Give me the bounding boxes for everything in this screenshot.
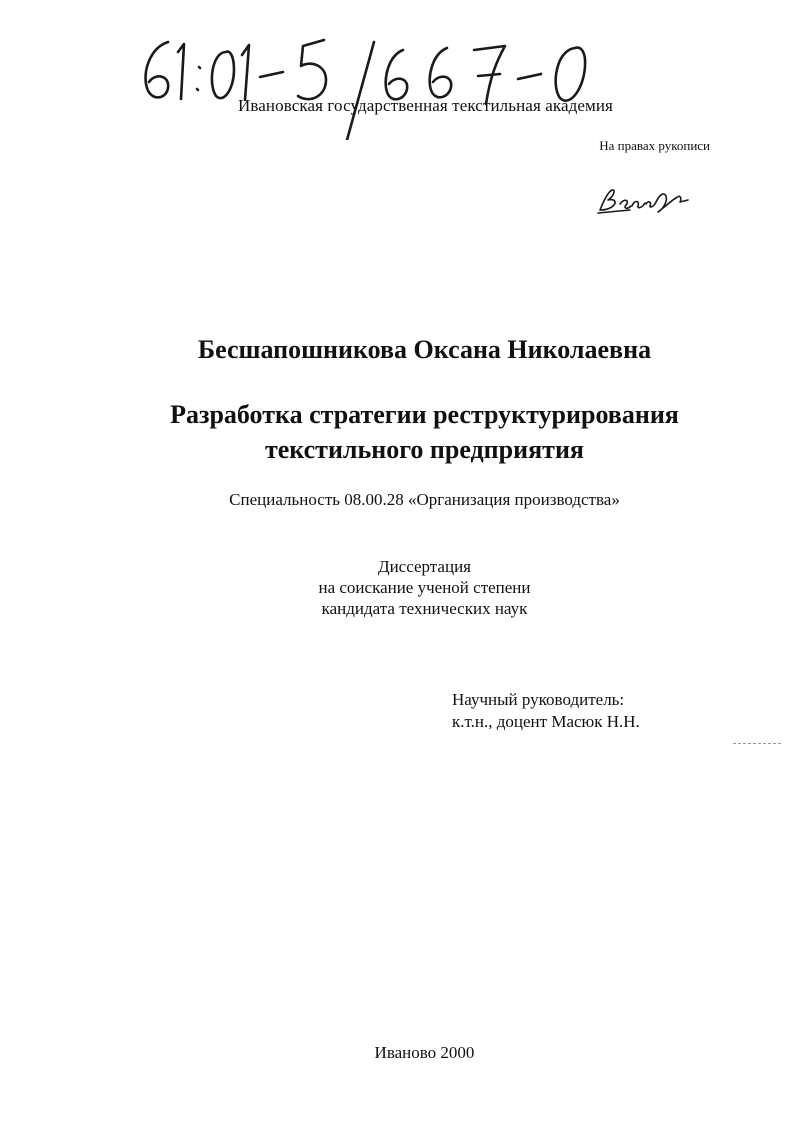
author-name: Бесшапошникова Оксана Николаевна (197, 335, 652, 364)
archive-number-handwritten (0, 0, 793, 140)
degree-line-2: на соискание ученой степени (318, 578, 531, 597)
supervisor-block (452, 689, 640, 733)
degree-line-1: Диссертация (377, 557, 471, 576)
title-line-2: текстильного предприятия (264, 435, 584, 464)
degree-line-3: кандидата технических наук (321, 599, 528, 618)
handwritten-signature (590, 180, 710, 230)
supervisor-name: к.т.н., доцент Масюк Н.Н. (452, 712, 640, 731)
degree-block (0, 556, 793, 619)
archive-number-stamp (0, 0, 793, 140)
signature-scribble (590, 180, 710, 225)
institution-name: Ивановская государственная текстильная академия (238, 96, 613, 115)
city-year: Иваново 2000 (374, 1043, 475, 1062)
supervisor-label: Научный руководитель: (452, 690, 625, 709)
title-line-1: Разработка стратегии реструктурирования (170, 400, 679, 429)
manuscript-rights-note: На правах рукописи (599, 138, 710, 153)
scan-artifact-line (733, 743, 781, 744)
dissertation-title (0, 397, 793, 467)
specialty-line: Специальность 08.00.28 «Организация производства» (229, 490, 620, 509)
